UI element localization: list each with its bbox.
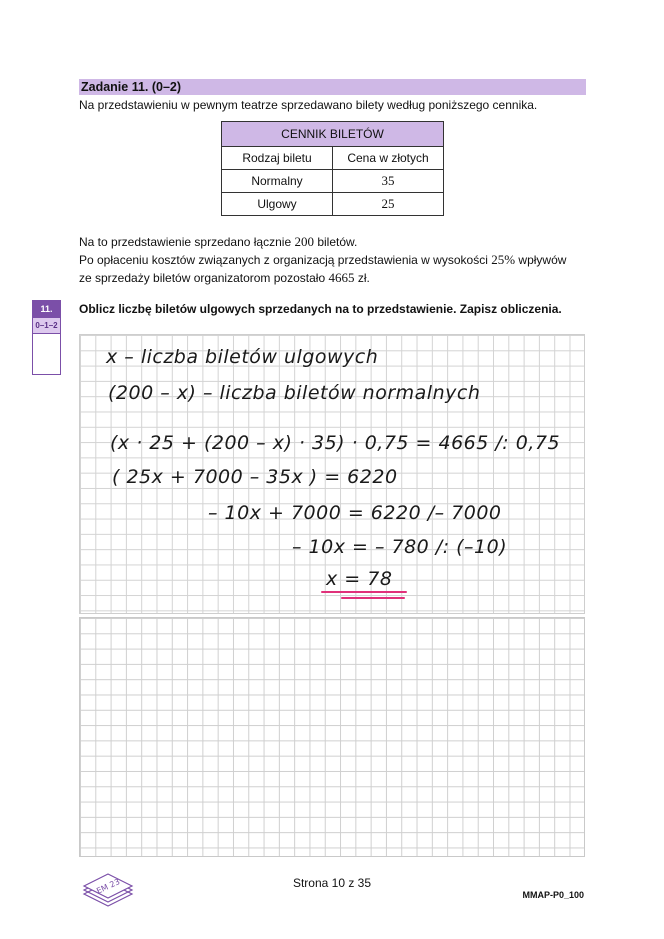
handwritten-line: x – liczba biletów ulgowych xyxy=(106,346,379,368)
handwritten-answer: x = 78 xyxy=(326,568,393,590)
number-remaining-amount: 4665 xyxy=(328,270,355,285)
text-line-2 xyxy=(79,252,566,268)
text-fragment: wpływów xyxy=(518,253,567,267)
number-percent: 25% xyxy=(491,252,516,267)
handwritten-line: (200 – x) – liczba biletów normalnych xyxy=(108,382,481,404)
answer-underline xyxy=(318,588,410,602)
text-fragment: zł. xyxy=(357,271,370,285)
task-header: Zadanie 11. (0–2) xyxy=(79,79,586,95)
price-table-title: CENNIK BILETÓW xyxy=(222,122,444,147)
handwritten-line: ( 25x + 7000 – 35x ) = 6220 xyxy=(112,466,398,488)
text-line-3 xyxy=(79,270,370,286)
text-fragment: biletów. xyxy=(317,235,358,249)
task-instruction: Oblicz liczbę biletów ulgowych sprzedanych na to przedstawienie. Zapisz obliczenia. xyxy=(79,302,562,316)
answer-grid-empty xyxy=(79,617,585,857)
price-table xyxy=(221,121,444,216)
page-number: Strona 10 z 35 xyxy=(292,876,372,890)
column-header-type: Rodzaj biletu xyxy=(222,147,333,170)
task-score-badge xyxy=(32,300,61,375)
handwritten-line: – 10x + 7000 = 6220 /– 7000 xyxy=(208,502,502,524)
table-cell-price: 35 xyxy=(333,170,444,193)
text-fragment: Po opłaceniu kosztów związanych z organizacją przedstawienia w wysokości xyxy=(79,253,488,267)
task-number: 11. xyxy=(33,301,60,317)
text-line-1 xyxy=(79,234,357,250)
column-header-price: Cena w złotych xyxy=(333,147,444,170)
handwritten-line: (x · 25 + (200 – x) · 35) · 0,75 = 4665 /: 0,75 xyxy=(110,432,561,454)
task-points: 0–1–2 xyxy=(33,317,60,334)
handwritten-line: – 10x = – 780 /: (–10) xyxy=(292,536,508,558)
table-cell-type: Normalny xyxy=(222,170,333,193)
number-total-tickets: 200 xyxy=(294,234,314,249)
text-fragment: ze sprzedaży biletów organizatorom pozostało xyxy=(79,271,326,285)
svg-text:EM 23: EM 23 xyxy=(95,877,122,896)
table-cell-price: 25 xyxy=(333,193,444,216)
table-cell-type: Ulgowy xyxy=(222,193,333,216)
document-code: MMAP-P0_100 xyxy=(522,890,584,900)
text-fragment: Na to przedstawienie sprzedano łącznie xyxy=(79,235,292,249)
task-intro: Na przedstawieniu w pewnym teatrze sprzedawano bilety według poniższego cennika. xyxy=(79,98,538,112)
